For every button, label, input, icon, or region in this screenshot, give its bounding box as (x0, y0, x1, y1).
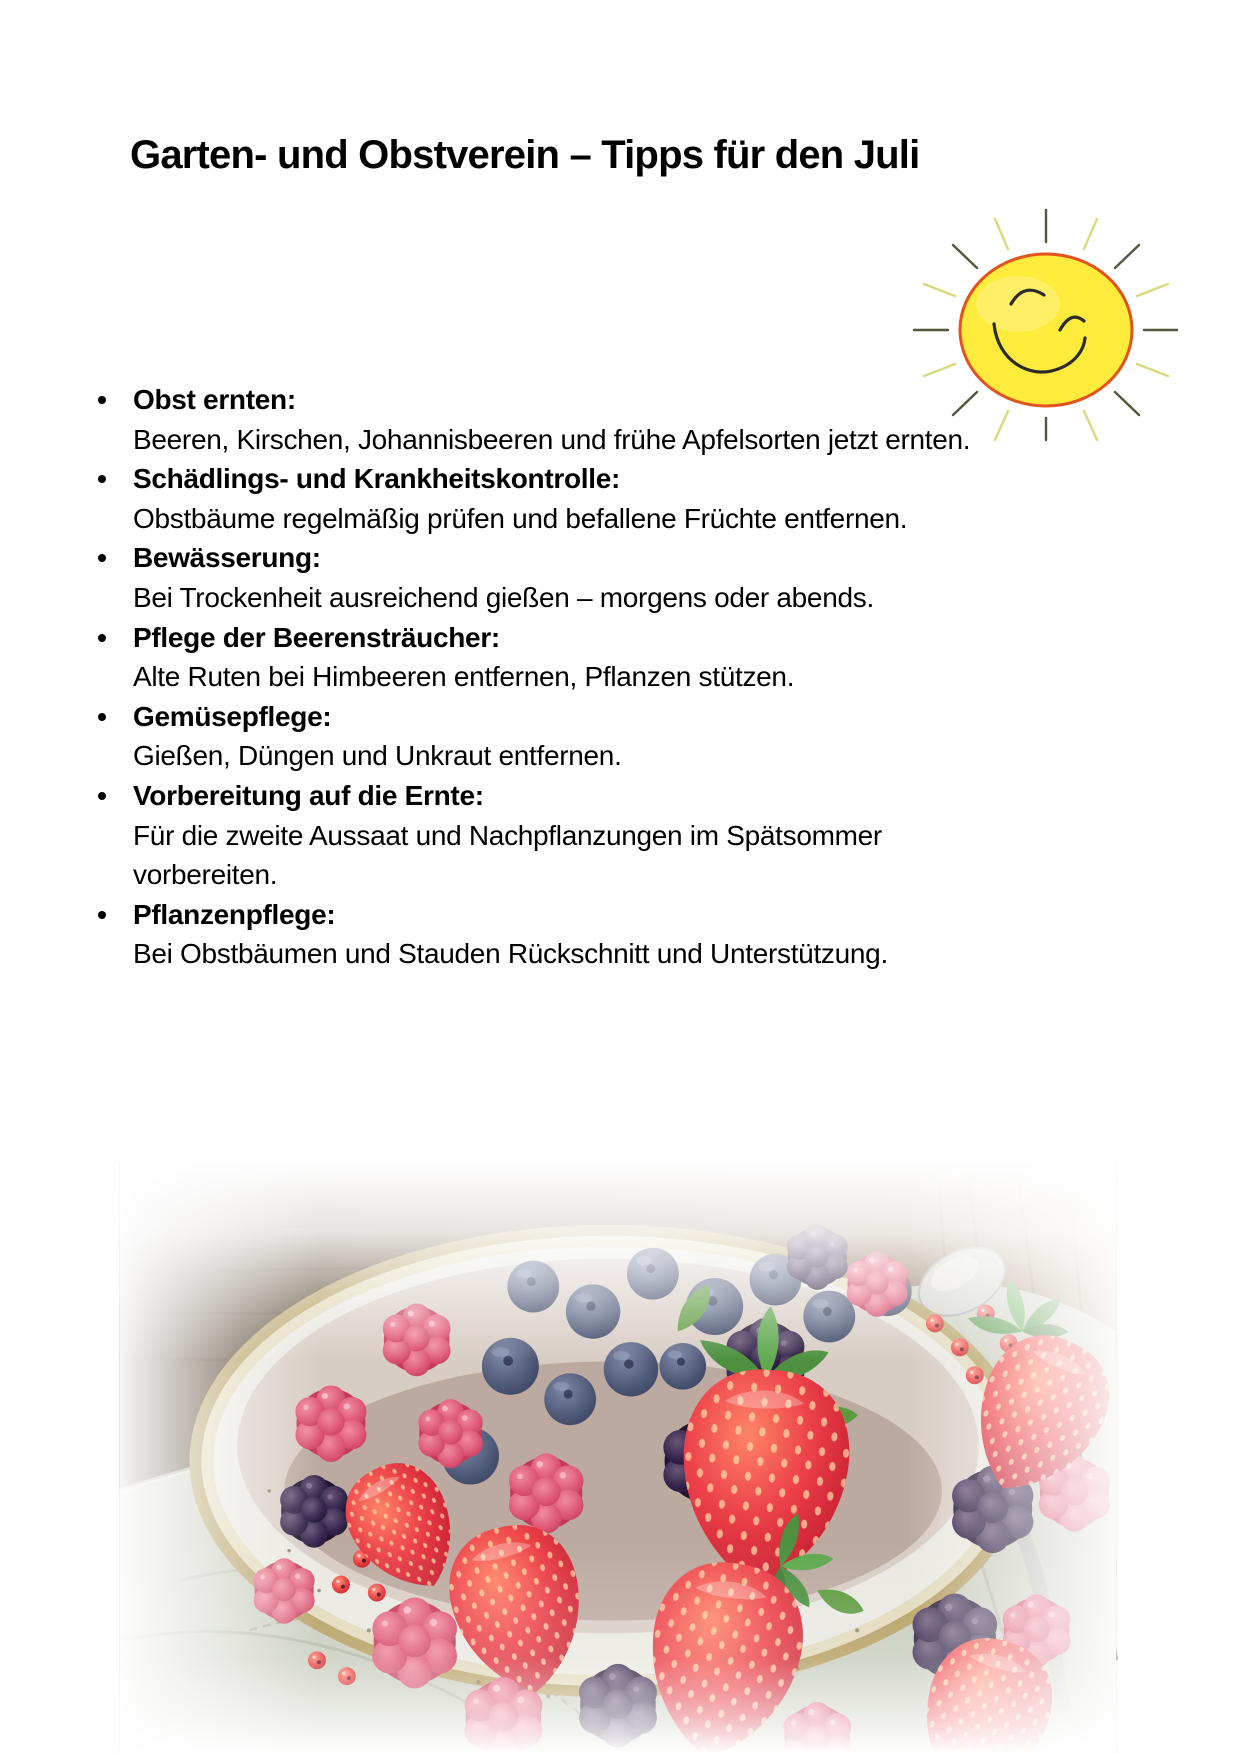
bullet-icon (98, 713, 106, 721)
tip-description: Bei Obstbäumen und Stauden Rückschnitt und Unterstützung. (133, 938, 888, 970)
tip-description: Alte Ruten bei Himbeeren entfernen, Pflanzen stützen. (133, 661, 795, 693)
list-item (98, 459, 1018, 538)
list-item (98, 776, 1018, 895)
berry-bowl-photo (118, 1162, 1118, 1754)
tip-title: Pflanzenpflege: (133, 898, 336, 930)
bullet-icon (98, 634, 106, 642)
list-item (98, 538, 1018, 617)
tip-description: Für die zweite Aussaat und Nachpflanzungen im Spätsommer vorbereiten. (133, 819, 882, 891)
tip-title: Schädlings- und Krankheitskontrolle: (133, 463, 621, 495)
tip-title: Obst ernten: (133, 384, 296, 415)
tip-title: Pflege der Beerensträucher: (133, 621, 500, 653)
tip-title: Bewässerung: (133, 542, 321, 574)
tip-title: Gemüsepflege: (133, 700, 332, 732)
tip-description: Gießen, Düngen und Unkraut entfernen. (133, 740, 622, 772)
tips-list (98, 380, 1018, 974)
bullet-icon (98, 396, 106, 404)
list-item (98, 697, 1018, 776)
bullet-icon (98, 911, 106, 919)
list-item (98, 618, 1018, 697)
bullet-icon (98, 792, 106, 800)
list-item (98, 380, 1018, 459)
list-item (98, 895, 1018, 974)
bullet-icon (98, 554, 106, 562)
bullet-icon (98, 475, 106, 483)
tip-description: Bei Trockenheit ausreichend gießen – morgens oder abends. (133, 581, 874, 613)
tip-description: Beeren, Kirschen, Johannisbeeren und frühe Apfelsorten jetzt ernten. (133, 423, 971, 455)
tip-title: Vorbereitung auf die Ernte: (133, 779, 484, 811)
tip-description: Obstbäume regelmäßig prüfen und befallene Früchte entfernen. (133, 502, 908, 534)
page-title: Garten- und Obstverein – Tipps für den Juli (130, 133, 920, 177)
